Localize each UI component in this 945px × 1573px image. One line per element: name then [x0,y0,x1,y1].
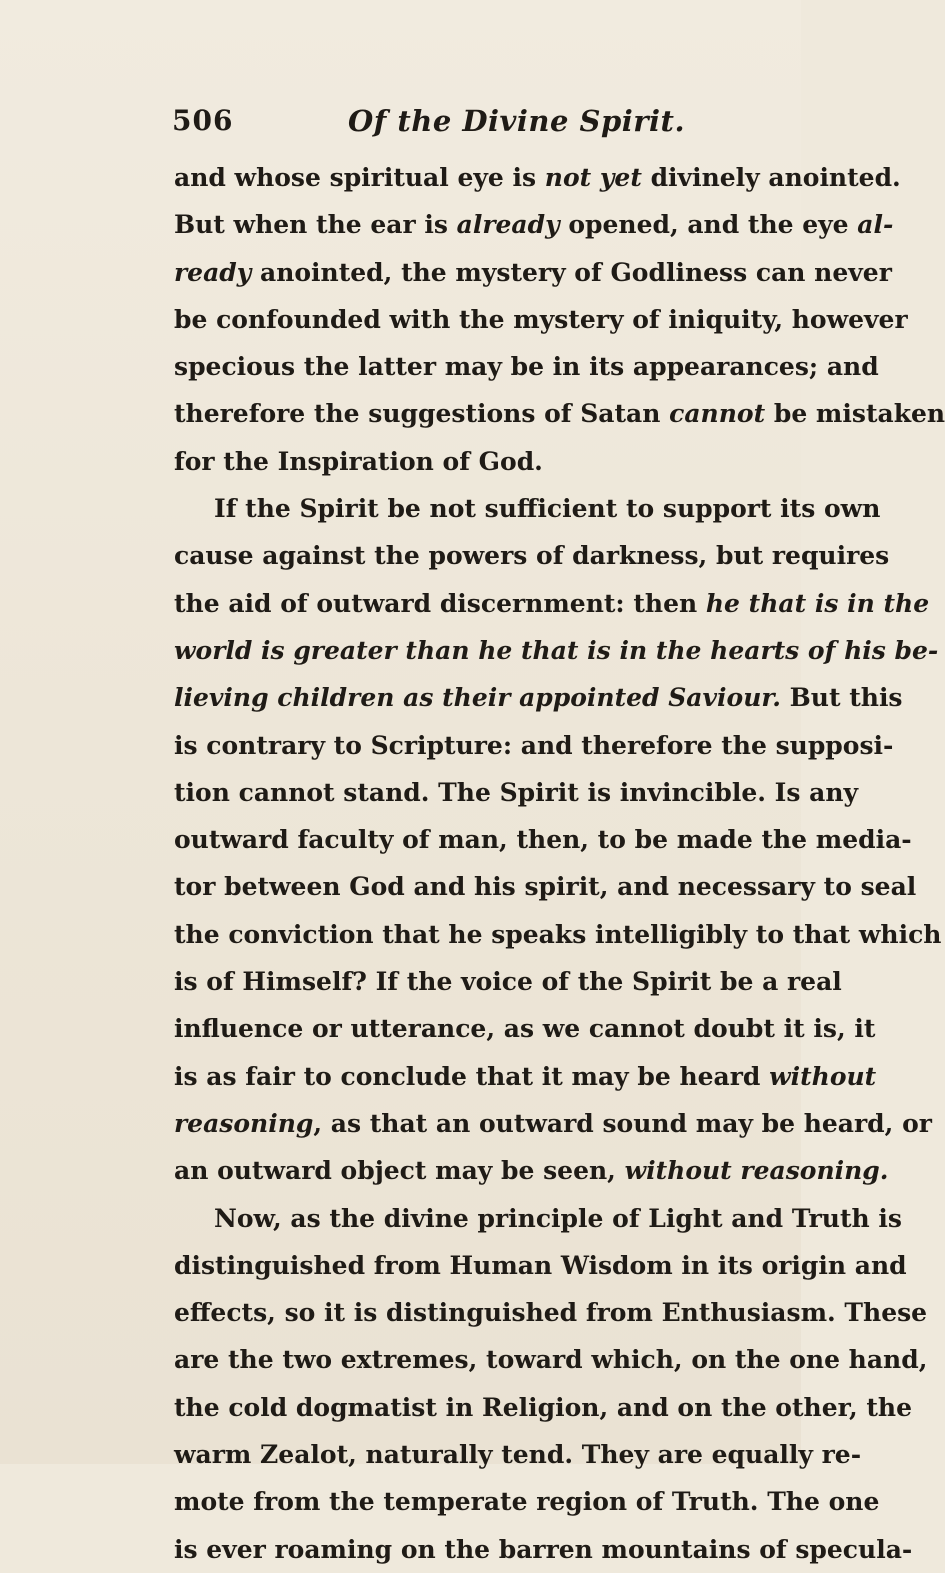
text-run: is contrary to Scripture: and therefore the supposi- [174,730,894,760]
text-run: specious the latter may be in its appearances; and [174,352,879,382]
text-line [174,485,881,532]
text-run: an outward object may be seen, [174,1156,625,1186]
text-line [174,1384,913,1431]
italic-run: without reasoning. [624,1156,889,1186]
text-run: and whose spiritual eye is [174,163,545,192]
text-run: But this [780,683,903,713]
text-run: the conviction that he speaks intelligibly to that which [174,919,942,949]
text-line [174,580,930,627]
text-line [174,1147,889,1194]
text-run: But when the ear is [174,210,457,240]
italic-run: already [456,210,560,240]
text-run: tion cannot stand. The Spirit is invincible. Is any [174,777,859,807]
text-line [174,769,859,816]
text-run: is as fair to conclude that it may be heard [174,1061,770,1091]
text-run: If the Spirit be not sufficient to support its own [214,494,881,524]
text-line [174,1431,862,1478]
text-run: therefore the suggestions of Satan [174,399,670,429]
text-run: is of Himself? If the voice of the Spirit be a real [174,967,842,997]
text-line [174,1526,913,1573]
italic-run: without [769,1061,877,1091]
text-line [174,674,903,721]
text-line [174,1100,932,1147]
text-line [174,390,945,437]
text-line [174,343,879,390]
text-run: warm Zealot, naturally tend. They are equally re- [174,1440,862,1470]
text-run: are the two extremes, toward which, on the one hand, [174,1345,928,1375]
text-run: , as that an outward sound may be heard, or [313,1108,932,1138]
text-run: the aid of outward discernment: then [174,588,706,618]
text-run: anointed, the mystery of Godliness can never [251,257,892,287]
italic-run: he that is in the [705,588,930,618]
text-line [174,722,894,769]
text-line [174,816,912,863]
italic-run: lieving children as their appointed Saviour. [174,683,781,713]
text-line [174,1053,877,1100]
text-run: effects, so it is distinguished from Enthusiasm. These [174,1298,928,1328]
text-run: distinguished from Human Wisdom in its origin and [174,1250,907,1280]
page-header [172,104,692,144]
text-run: opened, and the eye [559,210,858,240]
text-run: the cold dogmatist in Religion, and on the other, the [174,1392,913,1422]
italic-run: world is greater than he that is in the hearts of his be- [174,635,939,665]
text-run: be mistaken [765,399,945,429]
text-run: is ever roaming on the barren mountains of specula- [174,1534,913,1564]
running-title: Of the Divine Spirit. [348,104,686,138]
text-line [174,1289,928,1336]
text-line [174,154,901,201]
italic-run: al- [857,210,894,240]
italic-run: not yet [544,163,642,192]
text-line [174,438,734,485]
text-line [174,1005,876,1052]
text-run: mote from the temperate region of Truth. The one [174,1487,880,1517]
text-line [174,296,908,343]
text-run: outward faculty of man, then, to be made the media- [174,825,912,855]
text-line [174,911,942,958]
text-line [174,249,892,296]
text-run: for the Inspiration of God. [174,446,543,476]
text-run: divinely anointed. [641,163,901,192]
text-line [174,958,842,1005]
text-run: Now, as the divine principle of Light and Truth is [214,1203,902,1233]
italic-run: reasoning [174,1108,314,1138]
text-line [174,201,894,248]
italic-run: cannot [669,399,766,429]
text-line [174,532,890,579]
text-run: be confounded with the mystery of iniquity, however [174,304,908,334]
text-line [174,1336,928,1383]
text-run: influence or utterance, as we cannot doubt it is, it [174,1014,876,1044]
page-number: 506 [172,104,234,137]
text-line [174,627,939,674]
text-run: cause against the powers of darkness, but requires [174,541,890,571]
text-line [174,1478,880,1525]
text-run: tor between God and his spirit, and necessary to seal [174,872,917,902]
text-line [174,1242,907,1289]
text-line [174,1195,902,1242]
text-line [174,863,917,910]
body-text [174,154,945,1573]
italic-run: ready [174,257,252,287]
